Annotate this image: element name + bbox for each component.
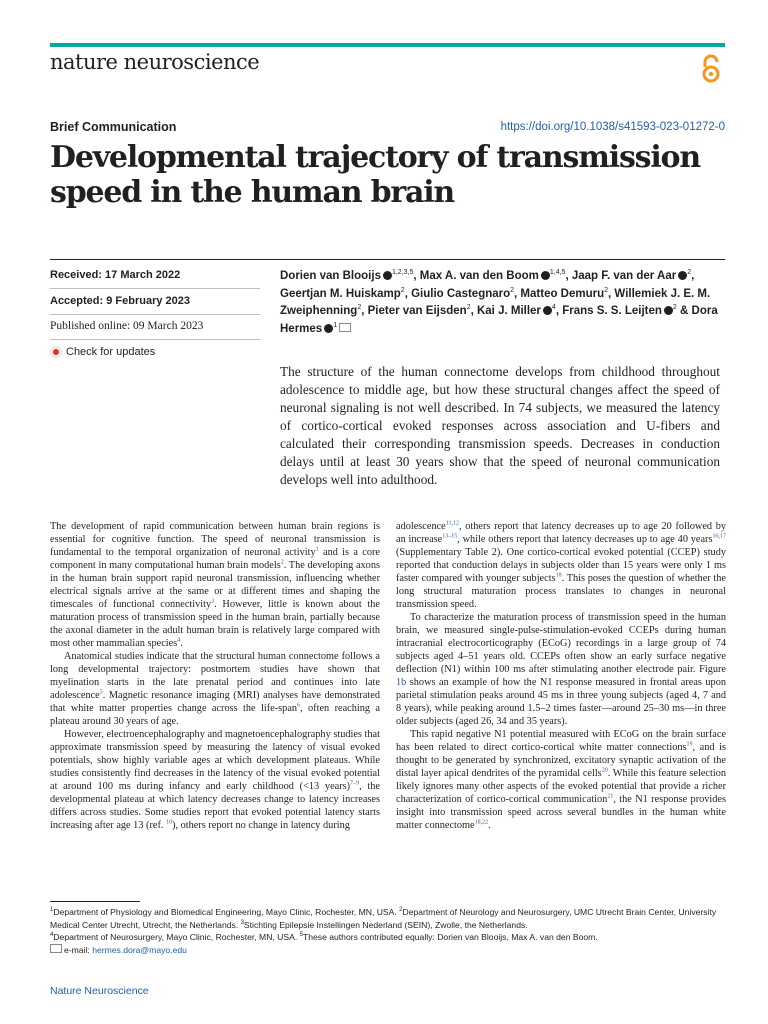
correspondence: e-mail: hermes.dora@mayo.edu	[50, 944, 730, 957]
citation-link[interactable]: 3	[211, 598, 215, 605]
body-column-right	[396, 520, 726, 832]
email-link[interactable]: hermes.dora@mayo.edu	[92, 944, 187, 955]
journal-name[interactable]: nature neuroscience	[50, 50, 260, 74]
author-name[interactable]: , Geertjan M. Huiskamp	[280, 270, 695, 300]
article-type: Brief Communication	[50, 120, 177, 134]
citation-link[interactable]: 5	[99, 689, 103, 696]
author-affiliation: 2	[400, 286, 405, 294]
citation-link[interactable]: 11,12	[445, 520, 460, 527]
affiliation-text: $^1$Department of Physiology and Biomedical Engineering, Mayo Clinic, Rochester, MN, USA. $^2$Department of Neurology and Neurosurgery, UMC Utrecht Brain Center, University Medical Center Utrecht, Utrecht, the Netherlands. $^3$Stichting Epilepsie Instellingen Nederland (SEIN), Zwolle, the Netherlands. $^4$Department of Neurosurgery, Mayo Clinic, Rochester, MN, USA. $^5$These authors contributed equally: Dorien van Blooijs, Max A. van den Boom.	[50, 907, 717, 943]
citation-link[interactable]: 19	[686, 741, 693, 748]
citation-link[interactable]: 13–15	[442, 533, 458, 540]
author-name[interactable]: , Kai J. Miller	[470, 305, 541, 317]
orcid-icon[interactable]	[664, 306, 673, 315]
author-affiliation: 2	[687, 269, 692, 277]
abstract: The structure of the human connectome develops from childhood throughout adolescence to middle age, but how these structural changes affect the speed of neuronal signaling is not well described. In 74 subjects, we measured the latency of cortico-cortical evoked responses across association and U-fibers and calculated their corresponding transmission speeds. Decreases in conduction delays until at least 30 years show that the speed of neuronal communication develops well into adulthood.	[280, 364, 720, 487]
meta-divider	[50, 288, 260, 289]
email-icon	[50, 944, 62, 953]
meta-divider	[50, 339, 260, 340]
orcid-icon[interactable]	[324, 324, 333, 333]
author-name[interactable]: , Willemiek J. E. M. Zweiphenning	[280, 287, 711, 317]
author-name[interactable]: , Jaap F. van der Aar	[565, 270, 677, 282]
open-access-icon	[700, 54, 722, 84]
orcid-icon[interactable]	[678, 271, 687, 280]
check-updates-icon	[50, 346, 62, 358]
meta-divider	[50, 314, 260, 315]
author-affiliation: 2	[604, 286, 609, 294]
citation-link[interactable]: 2	[280, 559, 284, 566]
author-name[interactable]: , Frans S. S. Leijten	[555, 305, 662, 317]
header-accent-bar	[50, 43, 725, 47]
paragraph: Anatomical studies indicate that the structural human connectome follows a long developmental trajectory: postmortem studies have shown that myelination starts in the late prenatal period and continues into late adolescence$^5$. Magnetic resonance imaging (MRI) analyses have demonstrated that white matter properties change across the life-span$^6$, often reaching a plateau around 30 years of age.	[50, 651, 380, 727]
doi-link[interactable]: https://doi.org/10.1038/s41593-023-01272-0	[500, 121, 725, 133]
orcid-icon[interactable]	[543, 306, 552, 315]
author-list	[280, 268, 730, 338]
citation-link[interactable]: 16,17	[712, 533, 726, 540]
author-affiliation: 1,4,5	[549, 269, 566, 277]
author-affiliation: 1,2,3,5	[391, 269, 414, 277]
author-name[interactable]: , Pieter van Eijsden	[361, 305, 467, 317]
check-updates-label: Check for updates	[66, 346, 156, 358]
body-column-left	[50, 520, 380, 832]
citation-link[interactable]: 18	[555, 572, 562, 579]
author-name[interactable]: , Max A. van den Boom	[413, 270, 539, 282]
footer-journal-name: Nature Neuroscience	[50, 985, 149, 997]
received-date: Received: 17 March 2022	[50, 269, 181, 281]
figure-link[interactable]: 1b	[396, 677, 407, 688]
title-divider	[50, 259, 725, 260]
affiliations	[50, 906, 730, 956]
citation-link[interactable]: 21	[607, 793, 614, 800]
author-name[interactable]: , Matteo Demuru	[514, 287, 605, 300]
citation-link[interactable]: 20	[601, 767, 608, 774]
author-affiliation: 2	[357, 304, 362, 312]
author-affiliation: 2	[672, 304, 677, 312]
paragraph: To characterize the maturation process of transmission speed in the human brain, we measured single-pulse-stimulation-evoked CCEPs during human intracranial electrocorticography (ECoG) recordings in a large group of 74 subjects aged 4–51 years old. CCEPs often show an early surface negative deflection (N1) within 100 ms after stimulating another electrode pair. Figure 1b shows an example of how the N1 response measured in frontal areas upon parietal stimulation peaks around 45 ms in three young subjects (aged 4, 7 and 8 years), while peaking around 1.5–2 times faster—around 25–30 ms—in three older subjects (aged 26, 34 and 35 years).	[396, 612, 726, 727]
author-name[interactable]: & Dora Hermes	[280, 305, 718, 335]
author-affiliation: 2	[510, 286, 515, 294]
author-affiliation: 2	[466, 304, 471, 312]
paragraph: This rapid negative N1 potential measured with ECoG on the brain surface has been related to direct cortico-cortical white matter connections$^{19}$, and is thought to be generated by synchronized, excitatory synaptic activation of the distal layer apical dendrites of the pyramidal cells$^{20}$. While this feature selection likely ignores many other aspects of the evoked potential that provide a richer characterization of cortico-cortical communication$^{21}$, the N1 response provides insight into transmission speed across several bundles in the human white matter connectome$^{18,22}$.	[396, 729, 727, 831]
author-affiliation: 1	[333, 321, 338, 329]
citation-link[interactable]: 1	[315, 546, 319, 553]
check-for-updates-button[interactable]	[50, 346, 155, 358]
citation-link[interactable]: 7–9	[350, 780, 360, 787]
published-date: Published online: 09 March 2023	[50, 320, 204, 332]
footnote-divider	[50, 901, 140, 902]
orcid-icon[interactable]	[383, 271, 392, 280]
paragraph: adolescence$^{11,12}$, others report that latency decreases up to age 20 followed by an increase$^{13-15}$, while others report that latency decreases up to age 40 years$^{16,17}$ (Supplementary Table 2). One cortico-cortical evoked potential (CCEP) study reported that conduction delays in subjects older than 15 years were only 1 ms faster compared with younger subjects$^{18}$. This poses the question of whether the long structural maturation process translates to changes in neuronal transmission speed.	[396, 520, 726, 610]
author-name[interactable]: Dorien van Blooijs	[280, 270, 381, 282]
citation-link[interactable]: 6	[297, 702, 301, 709]
paragraph: However, electroencephalography and magnetoencephalography studies that approximate transmission speed by measuring the latency of visual evoked potentials, show highly variable ages at which development plateaus. While studies consistently find decreases in the latency of the visual evoked potential at around 100 ms during infancy and early childhood (<13 years)$^{7-9}$, the developmental plateau at which latency decreases change to latency increases differs across studies. Some studies report that evoked potential latency starts increasing after age 13 (ref. $^{10}$), others report no change in latency during	[50, 729, 380, 831]
citation-link[interactable]: 18,22	[474, 819, 489, 826]
article-title: Developmental trajectory of transmission speed in the human brain	[50, 140, 700, 210]
citation-link[interactable]: 10	[166, 819, 173, 826]
author-affiliation: 4	[551, 304, 556, 312]
accepted-date: Accepted: 9 February 2023	[50, 295, 191, 307]
email-icon[interactable]	[339, 323, 351, 332]
citation-link[interactable]: 4	[177, 637, 181, 644]
author-name[interactable]: , Giulio Castegnaro	[404, 287, 511, 300]
paragraph: The development of rapid communication between human brain regions is essential for cognitive function. The speed of neuronal transmission is fundamental to the temporal organization of neuronal activity$^1$ and is a core component in many computational human brain models$^2$. The developing axons in the human brain support rapid neuronal transmission, influencing whether electrical signals arrive at the same or at different times and shaping the timescales of functional connectivity$^3$. However, little is known about the maturation process of transmission speed in the human brain, partially because the axonal diameter in the adult human brain is relatively large compared with most other mammalian species$^4$.	[50, 521, 380, 649]
orcid-icon[interactable]	[541, 271, 550, 280]
